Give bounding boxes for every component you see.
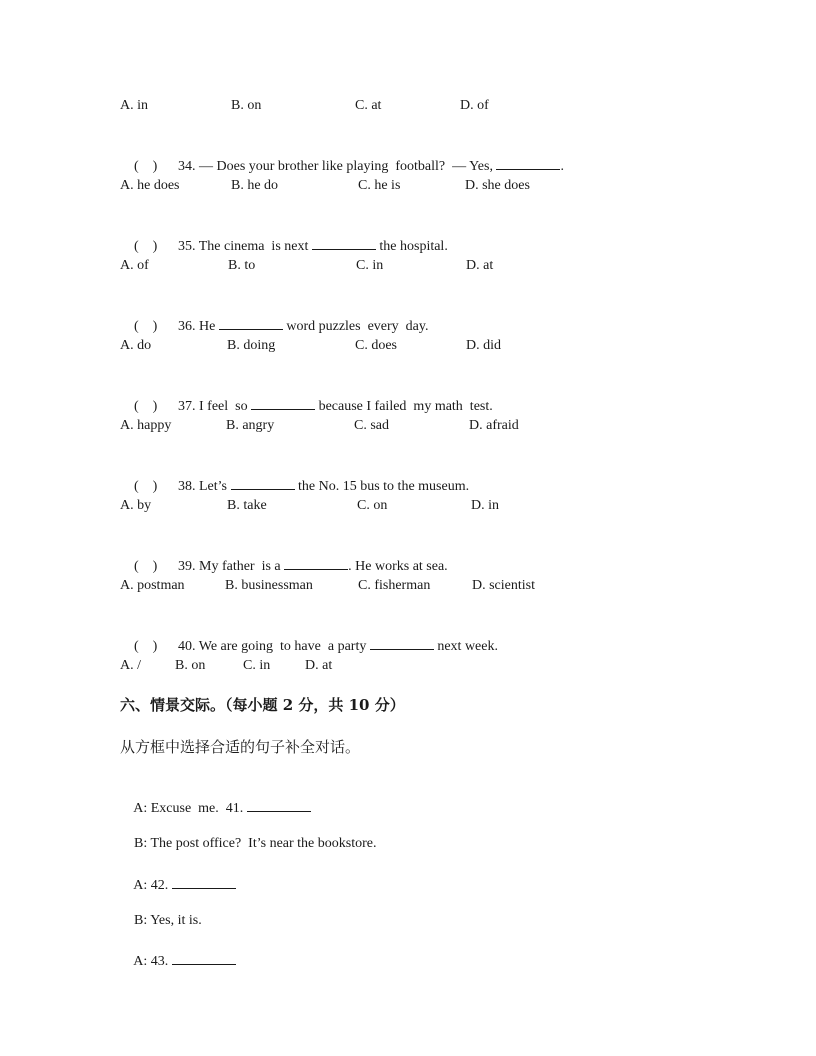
question-text-after: next week. — [437, 639, 498, 654]
option-d: D. afraid — [469, 418, 519, 433]
question-number: 34. — [178, 159, 196, 174]
answer-blank[interactable] — [312, 235, 376, 250]
answer-paren[interactable]: ( ) — [134, 639, 158, 654]
section-heading: 六、情景交际。（每小题 2 分，共 10 分） — [120, 696, 405, 714]
question-number: 40. — [178, 639, 196, 654]
answer-paren[interactable]: ( ) — [134, 239, 158, 254]
answer-blank[interactable] — [251, 395, 315, 410]
section-instruction: 从方框中选择合适的句子补全对话。 — [120, 738, 361, 756]
option-b: B. on — [175, 658, 206, 673]
option-c: C. in — [356, 258, 384, 273]
dialogue-text: B: The post office? It’s near the bookstore. — [134, 836, 377, 851]
q35-options — [120, 257, 680, 275]
option-a: A. of — [120, 258, 149, 273]
dialogue-text: A: 42. — [133, 878, 169, 893]
dialogue-text: A: Excuse me. 41. — [133, 801, 244, 816]
answer-paren[interactable]: ( ) — [134, 159, 158, 174]
option-d: D. of — [460, 98, 489, 113]
option-d: D. at — [305, 658, 333, 673]
question-text: I feel so — [199, 399, 248, 414]
option-a: A. he does — [120, 178, 180, 193]
question-text: My father is a — [199, 559, 281, 574]
answer-paren[interactable]: ( ) — [134, 559, 158, 574]
question-text-after: the hospital. — [379, 239, 448, 254]
option-a: A. happy — [120, 418, 172, 433]
question-text: — Does your brother like playing football? — Yes, — [199, 159, 493, 174]
option-d: D. in — [471, 498, 499, 513]
q33-options — [120, 97, 680, 115]
answer-blank[interactable] — [370, 635, 434, 650]
option-d: D. she does — [465, 178, 530, 193]
option-c: C. he is — [358, 178, 401, 193]
dialogue-text: A: 43. — [133, 954, 169, 969]
option-b: B. take — [227, 498, 267, 513]
answer-blank[interactable] — [219, 315, 283, 330]
question-text: The cinema is next — [198, 239, 309, 254]
option-a: A. do — [120, 338, 152, 353]
question-text-after: . — [560, 159, 564, 174]
question-text: Let’s — [199, 479, 227, 494]
option-c: C. fisherman — [358, 578, 431, 593]
option-c: C. at — [355, 98, 382, 113]
option-b: B. angry — [226, 418, 275, 433]
dialogue-line-43 — [120, 932, 236, 989]
q37-options — [120, 417, 680, 435]
option-b: B. doing — [227, 338, 276, 353]
question-number: 37. — [178, 399, 196, 414]
option-a: A. by — [120, 498, 152, 513]
answer-paren[interactable]: ( ) — [134, 399, 158, 414]
answer-blank[interactable] — [284, 555, 348, 570]
option-b: B. businessman — [225, 578, 313, 593]
option-a: A. in — [120, 98, 148, 113]
question-number: 35. — [178, 239, 196, 254]
option-c: C. in — [243, 658, 271, 673]
q39-options — [120, 577, 680, 595]
question-text-after: the No. 15 bus to the museum. — [298, 479, 470, 494]
option-b: B. to — [228, 258, 256, 273]
dialogue-text: B: Yes, it is. — [134, 913, 202, 928]
option-d: D. scientist — [472, 578, 535, 593]
answer-blank[interactable] — [172, 950, 236, 965]
option-b: B. on — [231, 98, 262, 113]
q36-options — [120, 337, 680, 355]
answer-blank[interactable] — [172, 874, 236, 889]
option-c: C. on — [357, 498, 388, 513]
question-text-after: . He works at sea. — [348, 559, 448, 574]
answer-blank[interactable] — [496, 155, 560, 170]
question-number: 38. — [178, 479, 196, 494]
option-a: A. / — [120, 658, 141, 673]
option-c: C. does — [355, 338, 397, 353]
option-d: D. did — [466, 338, 501, 353]
question-text: We are going to have a party — [198, 639, 367, 654]
question-text-after: because I failed my math test. — [318, 399, 493, 414]
option-a: A. postman — [120, 578, 185, 593]
q40-options — [120, 657, 680, 675]
option-b: B. he do — [231, 178, 279, 193]
question-text: He — [199, 319, 216, 334]
q34-options — [120, 177, 680, 195]
answer-paren[interactable]: ( ) — [134, 319, 158, 334]
question-number: 39. — [178, 559, 196, 574]
answer-paren[interactable]: ( ) — [134, 479, 158, 494]
question-text-after: word puzzles every day. — [286, 319, 429, 334]
answer-blank[interactable] — [247, 797, 311, 812]
answer-blank[interactable] — [231, 475, 295, 490]
option-d: D. at — [466, 258, 494, 273]
question-number: 36. — [178, 319, 196, 334]
q38-options — [120, 497, 680, 515]
option-c: C. sad — [354, 418, 389, 433]
